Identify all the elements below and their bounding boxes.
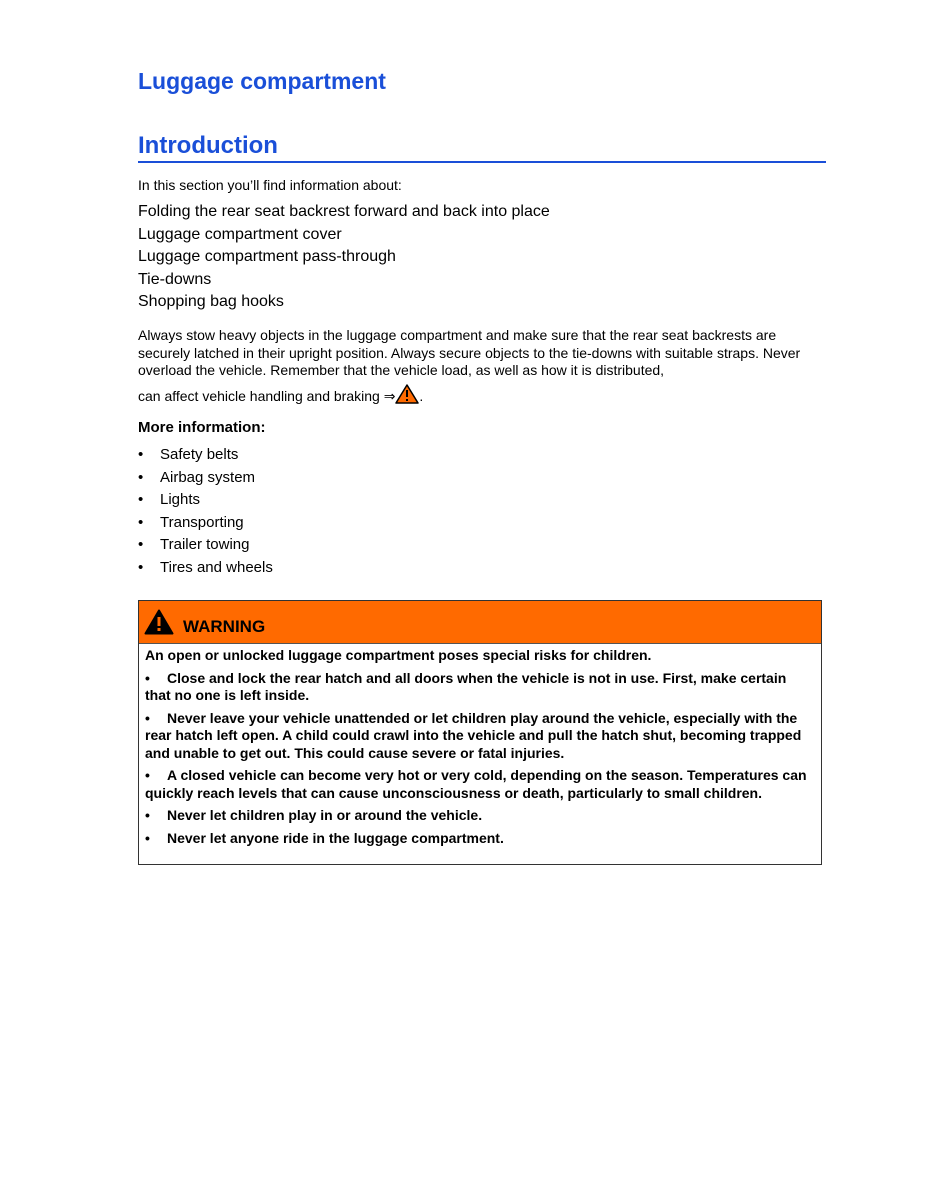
warning-header <box>139 601 821 644</box>
warning-label: WARNING <box>183 617 266 636</box>
section-heading: Introduction <box>138 132 826 163</box>
warning-item-text: Never let anyone ride in the luggage compartment. <box>167 829 504 846</box>
more-info-item <box>138 467 273 490</box>
warning-item-text: A closed vehicle can become very hot or very cold, depending on the season. Temperatures can quickly reach levels that can cause unconsciousness or death, particularly to small children. <box>145 767 807 801</box>
paragraph-end-text: can affect vehicle handling and braking ⇒ <box>138 387 396 404</box>
more-info-item-label: Airbag system <box>160 468 256 486</box>
bullet: • <box>138 468 144 486</box>
bullet: • <box>145 807 150 823</box>
warning-item-text: Never let children play in or around the vehicle. <box>167 807 483 823</box>
intro-text: In this section you’ll find information about: <box>138 177 402 193</box>
warning-item-text: Close and lock the rear hatch and all doors when the vehicle is not in use. First, make certain that no one is left inside. <box>145 669 787 703</box>
bullet: • <box>138 446 144 463</box>
more-info-list <box>138 444 273 579</box>
more-info-heading: More information: <box>138 419 266 436</box>
warning-triangle-icon <box>395 384 419 404</box>
paragraph-text: Always stow heavy objects in the luggage compartment and make sure that the rear seat backrests are securely latched in their upright position. Always secure objects to the tie-downs with suitable straps. Never overload the vehicle. Remember that the vehicle load, as well as how it is distributed, <box>138 327 801 378</box>
more-info-item-label: Trailer towing <box>160 536 250 553</box>
warning-triangle-icon <box>144 609 174 635</box>
paragraph-period: . <box>419 387 424 404</box>
more-info-item-label: Safety belts <box>160 446 239 463</box>
warning-item <box>145 767 815 802</box>
topic-item: Shopping bag hooks <box>138 293 284 310</box>
bullet: • <box>138 491 144 508</box>
bullet: • <box>145 829 150 846</box>
bullet: • <box>138 536 144 553</box>
more-info-item-label: Transporting <box>160 513 244 531</box>
more-info-item <box>138 512 273 535</box>
topic-item: Tie-downs <box>138 270 212 288</box>
more-info-item-label: Lights <box>160 491 201 508</box>
more-info-item <box>138 557 273 580</box>
warning-item <box>145 807 815 825</box>
more-info-item <box>138 444 273 467</box>
topic-item: Folding the rear seat backrest forward and back into place <box>138 203 550 220</box>
safety-paragraph <box>138 327 806 405</box>
bullet: • <box>145 669 150 686</box>
warning-box <box>138 600 822 865</box>
topic-list <box>138 201 550 314</box>
warning-item <box>145 710 815 763</box>
paragraph-end-line <box>138 384 423 406</box>
more-info-item <box>138 534 273 557</box>
bullet: • <box>145 709 150 726</box>
more-info-item-label: Tires and wheels <box>160 558 273 576</box>
warning-body <box>139 644 821 847</box>
warning-lead: An open or unlocked luggage compartment poses special risks for children. <box>145 647 652 663</box>
topic-item: Luggage compartment pass-through <box>138 248 396 265</box>
bullet: • <box>145 767 150 783</box>
bullet: • <box>138 558 144 576</box>
topic-item: Luggage compartment cover <box>138 225 342 243</box>
warning-item <box>145 830 815 848</box>
more-info-item <box>138 489 273 512</box>
bullet: • <box>138 513 144 531</box>
warning-item <box>145 670 815 705</box>
page-title: Luggage compartment <box>138 68 386 94</box>
warning-item-text: Never leave your vehicle unattended or let children play around the vehicle, especially with the rear hatch left open. A child could crawl into the vehicle and pull the hatch shut, becoming trapped and unable to get out. This could cause severe or fatal injuries. <box>145 709 802 761</box>
